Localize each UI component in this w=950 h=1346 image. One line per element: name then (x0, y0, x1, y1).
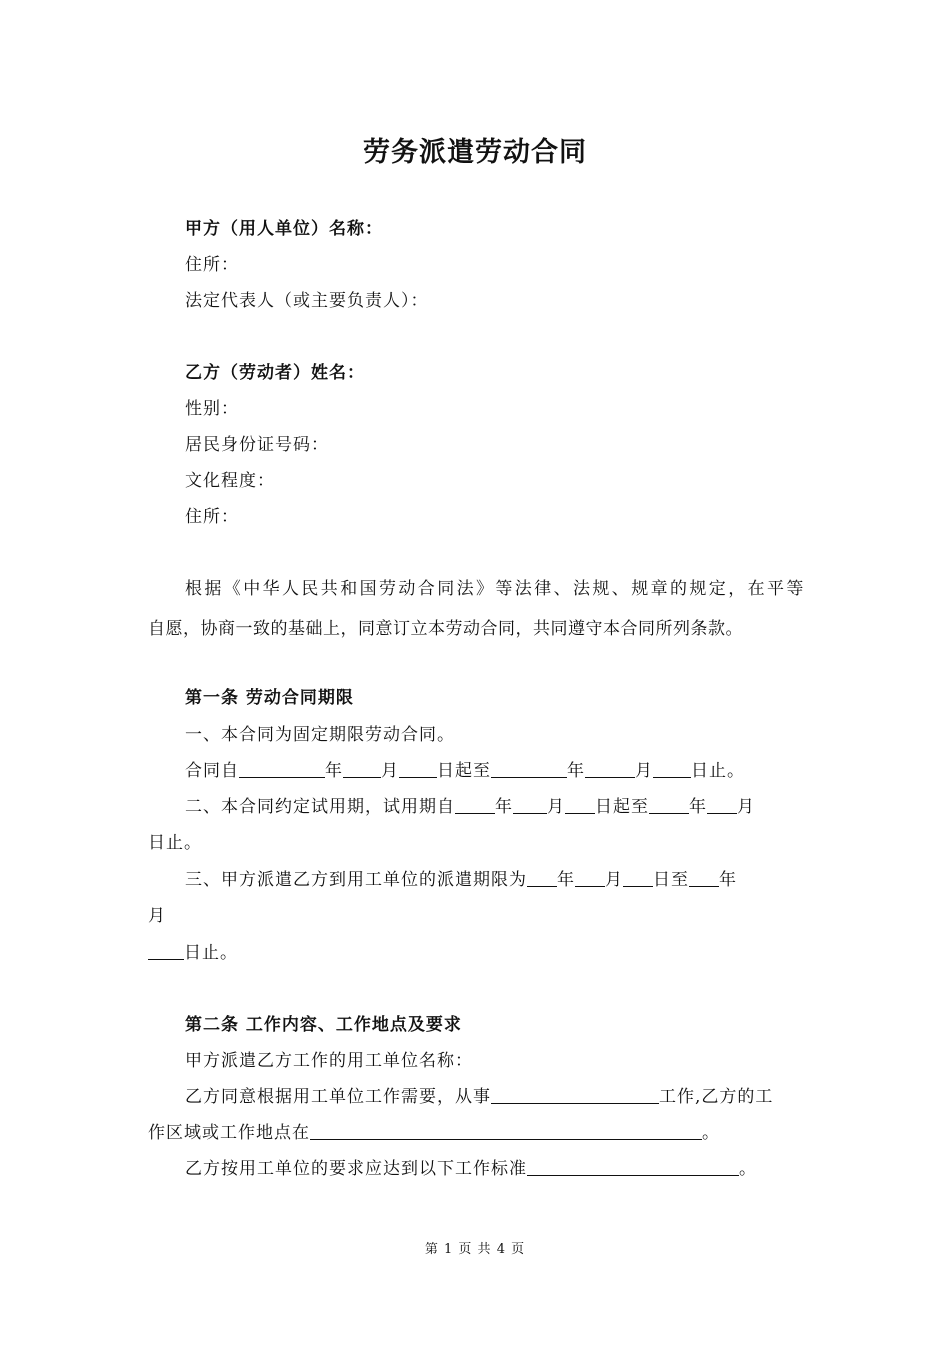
end-year-blank[interactable] (491, 761, 567, 778)
article-2-heading: 第二条 工作内容、工作地点及要求 (185, 1015, 462, 1035)
party-a-name-label: 甲方（用人单位）名称： (185, 219, 383, 239)
preamble-line-1: 根据《中华人民共和国劳动合同法》等法律、法规、规章的规定，在平等 (185, 579, 806, 599)
party-a-representative-label: 法定代表人（或主要负责人）： (185, 291, 429, 311)
work-area-line (148, 1122, 808, 1144)
work-standard-line (185, 1158, 845, 1180)
dispatch-start-year-blank[interactable] (527, 870, 557, 887)
day-end-text: 日止。 (691, 761, 745, 781)
work-content-line (185, 1086, 805, 1108)
month-text: 月 (547, 797, 565, 817)
month-text: 月 (605, 870, 623, 890)
dispatch-period-line (185, 869, 805, 891)
probation-start-month-blank[interactable] (513, 797, 547, 814)
start-year-blank[interactable] (239, 761, 325, 778)
party-b-id-label: 居民身份证号码： (185, 435, 329, 455)
period-text: 。 (739, 1159, 757, 1179)
dispatch-end-day-blank[interactable] (148, 943, 184, 960)
article-1-heading: 第一条 劳动合同期限 (185, 688, 354, 708)
dispatch-month-text: 月 (148, 906, 166, 926)
work-content-blank[interactable] (491, 1087, 659, 1104)
probation-end-text: 日止。 (148, 833, 202, 853)
month-text: 月 (635, 761, 653, 781)
probation-end-year-blank[interactable] (649, 797, 689, 814)
dispatch-start-month-blank[interactable] (575, 870, 605, 887)
probation-line (185, 796, 805, 818)
probation-start-year-blank[interactable] (455, 797, 495, 814)
employer-unit-label: 甲方派遣乙方工作的用工单位名称： (185, 1051, 473, 1071)
start-day-blank[interactable] (399, 761, 437, 778)
contract-term-line (185, 760, 845, 782)
end-month-blank[interactable] (585, 761, 635, 778)
start-month-blank[interactable] (343, 761, 381, 778)
month-text: 月 (737, 797, 755, 817)
year-text: 年 (689, 797, 707, 817)
day-to-text: 日起至 (595, 797, 649, 817)
standard-prefix-text: 乙方按用工单位的要求应达到以下工作标准 (185, 1159, 527, 1179)
probation-end-month-blank[interactable] (707, 797, 737, 814)
party-b-education-label: 文化程度： (185, 471, 275, 491)
article-1-item-1: 一、本合同为固定期限劳动合同。 (185, 725, 455, 745)
preamble-line-2: 自愿，协商一致的基础上，同意订立本劳动合同，共同遵守本合同所列条款。 (148, 619, 743, 639)
dispatch-start-day-blank[interactable] (623, 870, 653, 887)
work-standard-blank[interactable] (527, 1159, 739, 1176)
party-a-address-label: 住所： (185, 255, 239, 275)
year-text: 年 (325, 761, 343, 781)
period-text: 。 (702, 1123, 720, 1143)
party-b-name-label: 乙方（劳动者）姓名： (185, 363, 365, 383)
probation-prefix-text: 二、本合同约定试用期，试用期自 (185, 797, 455, 817)
party-b-address-label: 住所： (185, 507, 239, 527)
dispatch-end-year-blank[interactable] (689, 870, 719, 887)
dispatch-end-line (148, 942, 808, 964)
party-b-gender-label: 性别： (185, 399, 239, 419)
area-prefix-text: 作区域或工作地点在 (148, 1123, 310, 1143)
work-area-blank[interactable] (310, 1123, 702, 1140)
year-text: 年 (719, 870, 737, 890)
day-end-text: 日止。 (184, 943, 238, 963)
contract-from-text: 合同自 (185, 761, 239, 781)
document-title: 劳务派遣劳动合同 (363, 137, 587, 168)
work-suffix-text: 工作,乙方的工 (659, 1087, 774, 1107)
dispatch-prefix-text: 三、甲方派遣乙方到用工单位的派遣期限为 (185, 870, 527, 890)
year-text: 年 (495, 797, 513, 817)
day-to-text: 日起至 (437, 761, 491, 781)
month-text: 月 (381, 761, 399, 781)
page-footer: 第 1 页 共 4 页 (424, 1242, 526, 1257)
end-day-blank[interactable] (653, 761, 691, 778)
work-prefix-text: 乙方同意根据用工单位工作需要，从事 (185, 1087, 491, 1107)
year-text: 年 (567, 761, 585, 781)
year-text: 年 (557, 870, 575, 890)
day-until-text: 日至 (653, 870, 689, 890)
probation-start-day-blank[interactable] (565, 797, 595, 814)
